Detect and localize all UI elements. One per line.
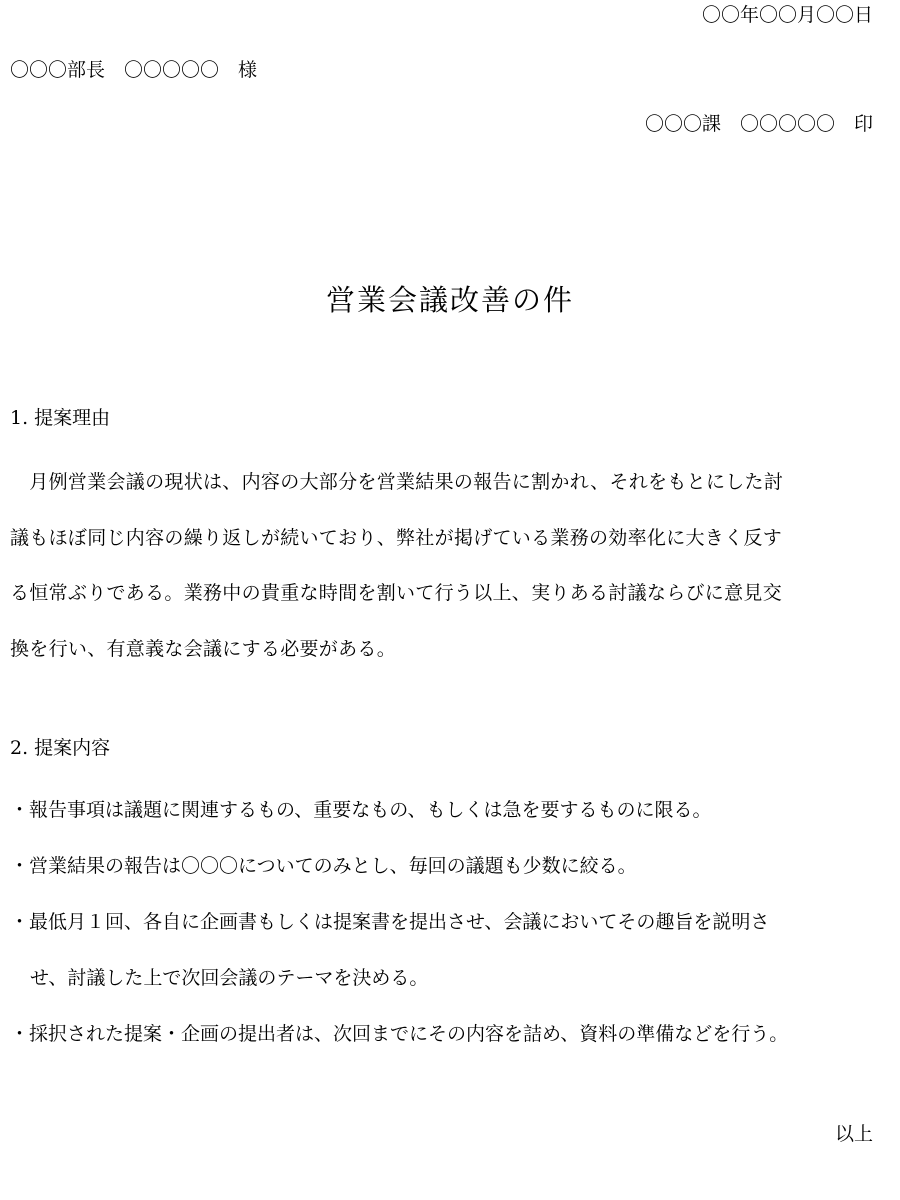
proposal-list — [10, 782, 890, 1062]
list-item: ・採択された提案・企画の提出者は、次回までにその内容を詰め、資料の準備などを行う。 — [10, 1023, 789, 1045]
document-date: 〇〇年〇〇月〇〇日 — [701, 4, 873, 26]
paragraph-line: 月例営業会議の現状は、内容の大部分を営業結果の報告に割かれ、それをもとにした討 — [10, 471, 784, 493]
section-heading-proposal: 2. 提案内容 — [10, 737, 111, 759]
paragraph-line: 議もほぼ同じ内容の繰り返しが続いており、弊社が掲げている業務の効率化に大きく反す — [10, 526, 783, 549]
paragraph-line: 換を行い、有意義な会議にする必要がある。 — [10, 637, 397, 660]
list-item: ・営業結果の報告は〇〇〇についてのみとし、毎回の議題も少数に絞る。 — [10, 855, 637, 877]
section-heading-reason: 1. 提案理由 — [10, 407, 111, 429]
recipient-line: 〇〇〇部長 〇〇〇〇〇 様 — [10, 59, 258, 81]
list-item: ・報告事項は議題に関連するもの、重要なもの、もしくは急を要するものに限る。 — [10, 799, 712, 821]
paragraph-line: る恒常ぶりである。業務中の貴重な時間を割いて行う以上、実りある討議ならびに意見交 — [10, 582, 783, 604]
list-item: ・最低月１回、各自に企画書もしくは提案書を提出させ、会議においてその趣旨を説明さ — [10, 911, 770, 933]
closing-text: 以上 — [834, 1123, 873, 1145]
document-title: 営業会議改善の件 — [325, 283, 574, 317]
sender-line: 〇〇〇課 〇〇〇〇〇 印 — [644, 113, 873, 135]
reason-paragraph — [10, 455, 872, 677]
list-item-continuation: せ、討議した上で次回会議のテーマを決める。 — [30, 967, 429, 989]
